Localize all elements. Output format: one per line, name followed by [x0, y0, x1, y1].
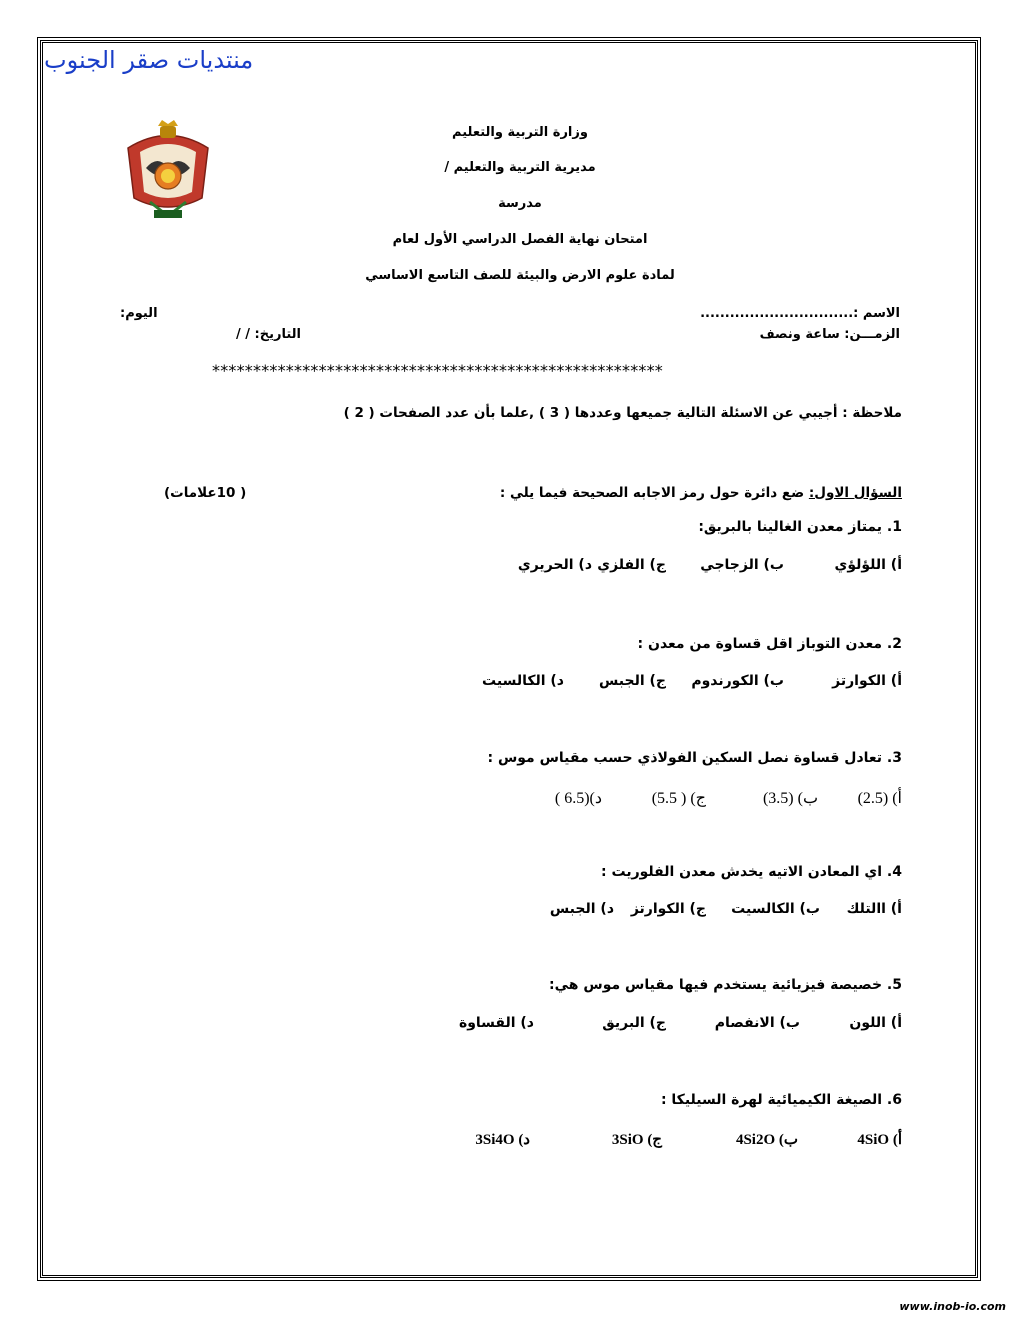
question-6-option-d[interactable]: د) 3Si4O — [475, 1132, 530, 1148]
time-field: الزمـــن: ساعة ونصف — [759, 327, 900, 342]
watermark-text: منتديات صقر الجنوب — [44, 46, 254, 74]
question-1-option-c[interactable]: ج) الفلزي — [597, 557, 666, 573]
question-3-option-d[interactable]: د)(6.5 ) — [554, 790, 602, 807]
question-1-option-a[interactable]: أ) اللؤلؤي — [834, 557, 902, 573]
question-2-option-a[interactable]: أ) الكوارتز — [832, 673, 902, 689]
exam-title: امتحان نهاية الفصل الدراسي الأول لعام — [392, 232, 648, 247]
question-3-option-c[interactable]: ج) ( 5.5) — [651, 790, 706, 807]
question-1-option-b[interactable]: ب) الزجاجي — [700, 557, 784, 573]
question-1-text: 1. يمتاز معدن الغالينا بالبريق: — [698, 519, 902, 535]
question-3-option-b[interactable]: ب) (3.5) — [762, 790, 818, 807]
question-4-text: 4. اي المعادن الاتيه يخدش معدن الفلوريت : — [601, 864, 902, 880]
question-3-text: 3. تعادل قساوة نصل السكين الفولاذي حسب مقياس موس : — [487, 750, 902, 766]
question-6-options — [382, 1130, 902, 1150]
section1-marks: ( 10علامات) — [164, 485, 247, 501]
section1-label: السؤال الاول: — [808, 485, 902, 501]
question-4-option-a[interactable]: أ) االتلك — [846, 901, 902, 917]
question-5-option-d[interactable]: د) القساوة — [458, 1015, 534, 1031]
question-4-option-b[interactable]: ب) الكالسيت — [731, 901, 820, 917]
question-2-options — [382, 673, 902, 693]
question-5-option-a[interactable]: أ) اللون — [849, 1015, 902, 1031]
question-5-option-c[interactable]: ج) البريق — [602, 1015, 666, 1031]
question-2-option-c[interactable]: ج) الجبس — [598, 673, 666, 689]
question-1-option-d[interactable]: د) الحريري — [517, 557, 592, 573]
question-2-option-b[interactable]: ب) الكورندوم — [691, 673, 784, 689]
subject-title: لمادة علوم الارض والبيئة للصف التاسع الاساسي — [365, 268, 675, 283]
question-5-option-b[interactable]: ب) الانفصام — [714, 1015, 800, 1031]
question-4-option-c[interactable]: ج) الكوارتز — [630, 901, 706, 917]
name-field: الاسم :............................... — [700, 306, 900, 321]
question-6-text: 6. الصيغة الكيميائية لهرة السيليكا : — [660, 1092, 902, 1108]
section1-instruction: ضع دائرة حول رمز الاجابه الصحيحة فيما يلي : — [499, 485, 809, 501]
question-6-option-a[interactable]: أ) 4SiO — [857, 1132, 902, 1148]
footer-url: www.inob-io.com — [899, 1300, 1006, 1313]
question-3-options — [382, 788, 902, 808]
question-1-options — [382, 557, 902, 577]
question-6-option-b[interactable]: ب) 4Si2O — [735, 1132, 798, 1148]
question-4-options — [382, 901, 902, 921]
question-4-option-d[interactable]: د) الجبس — [549, 901, 614, 917]
exam-note: ملاحظة : أجيبي عن الاسئلة التالية جميعها وعددها ( 3 ) ,علما بأن عدد الصفحات ( 2 ) — [343, 405, 902, 421]
section1-heading — [500, 485, 902, 501]
question-5-options — [382, 1015, 902, 1035]
ministry-title: وزارة التربية والتعليم — [452, 125, 588, 140]
question-5-text: 5. خصيصة فيزيائية يستخدم فيها مقياس موس هي: — [549, 977, 902, 993]
question-6-option-c[interactable]: ج) 3SiO — [611, 1132, 662, 1148]
question-2-text: 2. معدن التوباز اقل قساوة من معدن : — [637, 636, 902, 652]
question-3-option-a[interactable]: أ) (2.5) — [857, 790, 902, 807]
separator-line: ******************************************************* — [212, 361, 663, 380]
question-2-option-d[interactable]: د) الكالسيت — [482, 673, 564, 689]
school-title: مدرسة — [498, 196, 542, 211]
coat-of-arms-emblem — [118, 118, 218, 224]
directorate-title: مديرية التربية والتعليم / — [444, 160, 596, 175]
day-field: اليوم: — [120, 306, 158, 321]
date-field: التاريخ: / / — [236, 327, 302, 342]
